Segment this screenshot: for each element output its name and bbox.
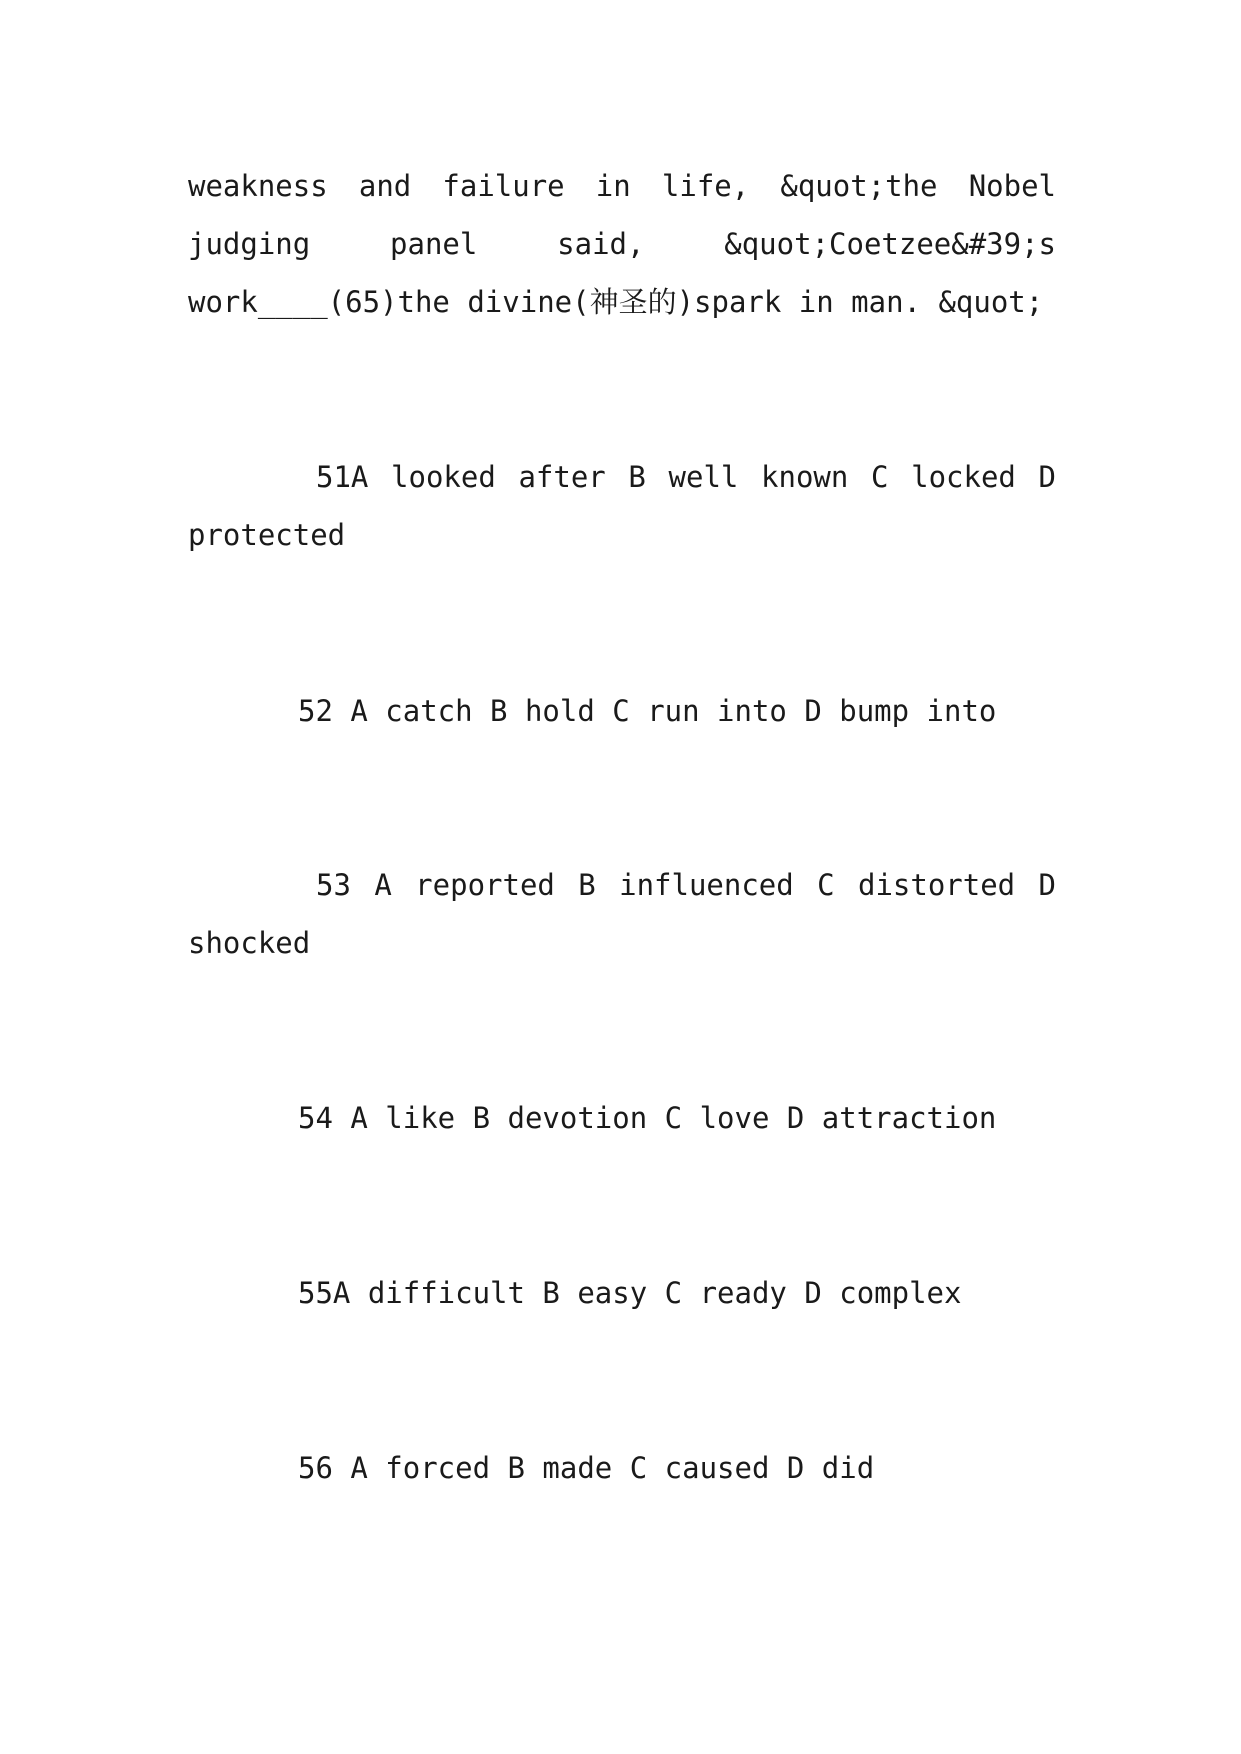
question-54-line-1: 54 A like B devotion C love D attraction [298, 1101, 997, 1135]
passage-line-2: judging panel said, &quot;Coetzee&#39;s [188, 227, 1056, 261]
question-55-line-1: 55A difficult B easy C ready D complex [298, 1276, 962, 1310]
question-55 [188, 1264, 1056, 1322]
passage-paragraph [188, 157, 1056, 331]
question-53-line-2: shocked [188, 926, 311, 960]
question-51-line-2: protected [188, 518, 346, 552]
question-52 [188, 682, 1056, 740]
question-53 [188, 856, 1056, 972]
question-51 [188, 448, 1056, 564]
passage-line-3: work____(65)the divine(神圣的)spark in man. &quot; [188, 285, 1044, 319]
question-53-line-1: 53 A reported B influenced C distorted D [316, 868, 1056, 902]
question-52-line-1: 52 A catch B hold C run into D bump into [298, 694, 997, 728]
question-56 [188, 1439, 1056, 1497]
question-54 [188, 1089, 1056, 1147]
question-51-line-1: 51A looked after B well known C locked D [316, 460, 1056, 494]
question-56-line-1: 56 A forced B made C caused D did [298, 1451, 875, 1485]
passage-line-1: weakness and failure in life, &quot;the Nobel [188, 169, 1056, 203]
